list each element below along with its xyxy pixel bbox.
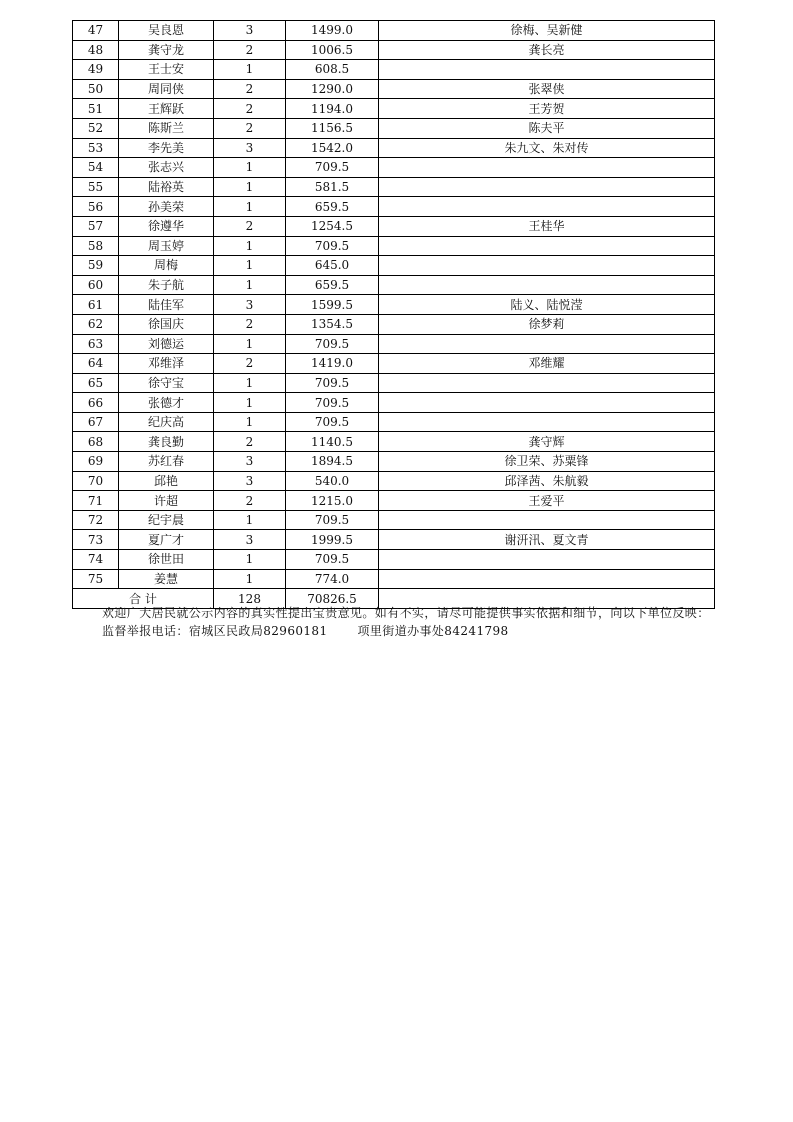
household-count: 2: [214, 432, 286, 452]
household-count: 2: [214, 118, 286, 138]
family-members: 陆义、陆悦滢: [379, 295, 715, 315]
row-number: 59: [73, 256, 119, 276]
recipient-name: 陆裕英: [119, 177, 214, 197]
benefit-amount: 1894.5: [286, 452, 379, 472]
family-members: 龚守辉: [379, 432, 715, 452]
family-members: 王爱平: [379, 491, 715, 511]
row-number: 48: [73, 40, 119, 60]
table-row: [73, 569, 715, 589]
hotline-line: [78, 624, 714, 638]
table-row: [73, 40, 715, 60]
benefit-amount: 1599.5: [286, 295, 379, 315]
family-members: [379, 197, 715, 217]
table-row: [73, 412, 715, 432]
family-members: 谢汧汛、夏文青: [379, 530, 715, 550]
household-count: 3: [214, 530, 286, 550]
benefit-amount: 645.0: [286, 256, 379, 276]
table-row: [73, 510, 715, 530]
household-count: 1: [214, 256, 286, 276]
recipient-name: 陈斯兰: [119, 118, 214, 138]
relief-roster-table: [72, 20, 715, 609]
total-count: 128: [214, 589, 286, 609]
recipient-name: 纪宇晨: [119, 510, 214, 530]
row-number: 65: [73, 373, 119, 393]
hotline-civil-affairs: 宿城区民政局82960181: [188, 624, 328, 638]
recipient-name: 徐遵华: [119, 216, 214, 236]
household-count: 1: [214, 393, 286, 413]
benefit-amount: 1999.5: [286, 530, 379, 550]
row-number: 71: [73, 491, 119, 511]
family-members: 邱泽茜、朱航毅: [379, 471, 715, 491]
table-row: [73, 60, 715, 80]
row-number: 61: [73, 295, 119, 315]
row-number: 72: [73, 510, 119, 530]
recipient-name: 周梅: [119, 256, 214, 276]
table-row: [73, 530, 715, 550]
family-members: 王芳贺: [379, 99, 715, 119]
hotline-street-office: 项里街道办事处84241798: [357, 624, 509, 638]
family-members: 徐梅、吴新健: [379, 21, 715, 41]
row-number: 49: [73, 60, 119, 80]
household-count: 3: [214, 21, 286, 41]
table-row: [73, 314, 715, 334]
household-count: 2: [214, 314, 286, 334]
benefit-amount: 709.5: [286, 412, 379, 432]
row-number: 64: [73, 354, 119, 374]
benefit-amount: 1140.5: [286, 432, 379, 452]
benefit-amount: 659.5: [286, 275, 379, 295]
table-row: [73, 158, 715, 178]
household-count: 2: [214, 354, 286, 374]
family-members: [379, 177, 715, 197]
benefit-amount: 1499.0: [286, 21, 379, 41]
household-count: 2: [214, 491, 286, 511]
total-label: 合 计: [73, 589, 214, 609]
row-number: 55: [73, 177, 119, 197]
household-count: 1: [214, 177, 286, 197]
benefit-amount: 1290.0: [286, 79, 379, 99]
household-count: 1: [214, 550, 286, 570]
total-amount: 70826.5: [286, 589, 379, 609]
row-number: 62: [73, 314, 119, 334]
benefit-amount: 659.5: [286, 197, 379, 217]
recipient-name: 龚守龙: [119, 40, 214, 60]
family-members: [379, 393, 715, 413]
table-row: [73, 256, 715, 276]
row-number: 47: [73, 21, 119, 41]
table-row: [73, 118, 715, 138]
family-members: [379, 158, 715, 178]
recipient-name: 徐国庆: [119, 314, 214, 334]
row-number: 58: [73, 236, 119, 256]
household-count: 2: [214, 99, 286, 119]
benefit-amount: 1194.0: [286, 99, 379, 119]
row-number: 60: [73, 275, 119, 295]
recipient-name: 王士安: [119, 60, 214, 80]
table-row: [73, 236, 715, 256]
benefit-amount: 608.5: [286, 60, 379, 80]
table-row: [73, 491, 715, 511]
family-members: 徐梦莉: [379, 314, 715, 334]
household-count: 1: [214, 373, 286, 393]
benefit-amount: 709.5: [286, 510, 379, 530]
row-number: 67: [73, 412, 119, 432]
row-number: 68: [73, 432, 119, 452]
table-row: [73, 393, 715, 413]
recipient-name: 邓维泽: [119, 354, 214, 374]
benefit-amount: 709.5: [286, 373, 379, 393]
recipient-name: 吴良恩: [119, 21, 214, 41]
table-row: [73, 275, 715, 295]
row-number: 63: [73, 334, 119, 354]
table-row: [73, 216, 715, 236]
family-members: [379, 334, 715, 354]
benefit-amount: 1419.0: [286, 354, 379, 374]
recipient-name: 刘德运: [119, 334, 214, 354]
family-members: [379, 236, 715, 256]
recipient-name: 夏广才: [119, 530, 214, 550]
recipient-name: 张德才: [119, 393, 214, 413]
benefit-amount: 1254.5: [286, 216, 379, 236]
benefit-amount: 1156.5: [286, 118, 379, 138]
table-row: [73, 177, 715, 197]
household-count: 3: [214, 452, 286, 472]
table-row: [73, 79, 715, 99]
recipient-name: 孙美荣: [119, 197, 214, 217]
household-count: 2: [214, 216, 286, 236]
row-number: 57: [73, 216, 119, 236]
recipient-name: 徐守宝: [119, 373, 214, 393]
table-row: [73, 354, 715, 374]
family-members: [379, 510, 715, 530]
family-members: 陈夫平: [379, 118, 715, 138]
row-number: 56: [73, 197, 119, 217]
family-members: 王桂华: [379, 216, 715, 236]
benefit-amount: 709.5: [286, 550, 379, 570]
family-members: [379, 373, 715, 393]
family-members: [379, 275, 715, 295]
recipient-name: 姜慧: [119, 569, 214, 589]
household-count: 3: [214, 138, 286, 158]
table-row: [73, 373, 715, 393]
table-row: [73, 197, 715, 217]
recipient-name: 邱艳: [119, 471, 214, 491]
public-notice: [78, 606, 714, 638]
table-row: [73, 138, 715, 158]
benefit-amount: 709.5: [286, 158, 379, 178]
row-number: 52: [73, 118, 119, 138]
table-row: [73, 452, 715, 472]
row-number: 73: [73, 530, 119, 550]
household-count: 1: [214, 236, 286, 256]
household-count: 1: [214, 510, 286, 530]
household-count: 2: [214, 40, 286, 60]
recipient-name: 苏红春: [119, 452, 214, 472]
household-count: 1: [214, 334, 286, 354]
recipient-name: 龚良勤: [119, 432, 214, 452]
recipient-name: 周同侠: [119, 79, 214, 99]
row-number: 66: [73, 393, 119, 413]
household-count: 3: [214, 471, 286, 491]
family-members: [379, 60, 715, 80]
table-row: [73, 550, 715, 570]
household-count: 3: [214, 295, 286, 315]
family-members: [379, 256, 715, 276]
benefit-amount: 774.0: [286, 569, 379, 589]
family-members: [379, 550, 715, 570]
table-row: [73, 432, 715, 452]
row-number: 70: [73, 471, 119, 491]
row-number: 50: [73, 79, 119, 99]
benefit-amount: 709.5: [286, 334, 379, 354]
table-row: [73, 21, 715, 41]
household-count: 1: [214, 197, 286, 217]
recipient-name: 纪庆高: [119, 412, 214, 432]
household-count: 1: [214, 412, 286, 432]
row-number: 69: [73, 452, 119, 472]
household-count: 1: [214, 60, 286, 80]
household-count: 1: [214, 158, 286, 178]
recipient-name: 徐世田: [119, 550, 214, 570]
family-members: 张翠侠: [379, 79, 715, 99]
recipient-name: 周玉婷: [119, 236, 214, 256]
family-members: [379, 412, 715, 432]
benefit-amount: 581.5: [286, 177, 379, 197]
table-row: [73, 471, 715, 491]
table-row: [73, 99, 715, 119]
family-members: 邓维耀: [379, 354, 715, 374]
row-number: 54: [73, 158, 119, 178]
family-members: 龚长亮: [379, 40, 715, 60]
recipient-name: 张志兴: [119, 158, 214, 178]
household-count: 2: [214, 79, 286, 99]
row-number: 75: [73, 569, 119, 589]
benefit-amount: 1006.5: [286, 40, 379, 60]
family-members: [379, 569, 715, 589]
row-number: 53: [73, 138, 119, 158]
recipient-name: 朱子航: [119, 275, 214, 295]
recipient-name: 陆佳军: [119, 295, 214, 315]
benefit-amount: 540.0: [286, 471, 379, 491]
roster-body: [73, 21, 715, 609]
recipient-name: 李先美: [119, 138, 214, 158]
benefit-amount: 1542.0: [286, 138, 379, 158]
family-members: 徐卫荣、苏粟锋: [379, 452, 715, 472]
household-count: 1: [214, 275, 286, 295]
benefit-amount: 1215.0: [286, 491, 379, 511]
benefit-amount: 1354.5: [286, 314, 379, 334]
row-number: 51: [73, 99, 119, 119]
household-count: 1: [214, 569, 286, 589]
table-row: [73, 295, 715, 315]
recipient-name: 王辉跃: [119, 99, 214, 119]
table-row: [73, 334, 715, 354]
recipient-name: 许超: [119, 491, 214, 511]
benefit-amount: 709.5: [286, 393, 379, 413]
row-number: 74: [73, 550, 119, 570]
family-members: 朱九文、朱对传: [379, 138, 715, 158]
benefit-amount: 709.5: [286, 236, 379, 256]
hotline-label: 监督举报电话：: [102, 624, 189, 638]
notice-text: 欢迎广大居民就公示内容的真实性提出宝贵意见。如有不实，请尽可能提供事实依据和细节，向以下单位反映：: [102, 606, 710, 620]
